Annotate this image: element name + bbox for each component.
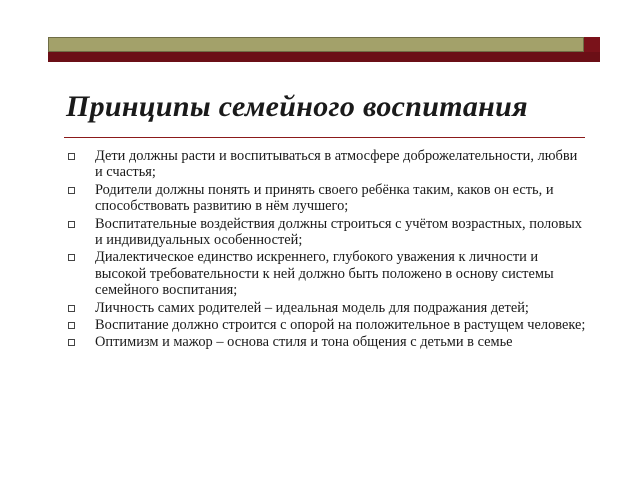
square-bullet-icon xyxy=(68,339,75,346)
bullet-item xyxy=(66,317,586,333)
bullet-item xyxy=(66,249,586,298)
square-bullet-icon xyxy=(68,187,75,194)
square-bullet-icon xyxy=(68,153,75,160)
square-bullet-icon xyxy=(68,221,75,228)
square-bullet-icon xyxy=(68,322,75,329)
bullet-item xyxy=(66,334,586,350)
slide-title: Принципы семейного воспитания xyxy=(66,90,528,123)
square-bullet-icon xyxy=(68,305,75,312)
bullet-item xyxy=(66,182,586,215)
bullet-list xyxy=(66,148,586,352)
bullet-text: Дети должны расти и воспитываться в атмосфере доброжелательности, любви и счастья; xyxy=(95,148,578,181)
bullet-text: Личность самих родителей – идеальная модель для подражания детей; xyxy=(95,299,529,316)
maroon-square xyxy=(584,37,600,52)
square-bullet-icon xyxy=(68,254,75,261)
bullet-item xyxy=(66,300,586,316)
bullet-text: Родители должны понять и принять своего ребёнка таким, каков он есть, и способствовать развитию в нём лучшего; xyxy=(95,181,554,215)
bullet-text: Оптимизм и мажор – основа стиля и тона общения с детьми в семье xyxy=(95,334,513,351)
decorative-header-bar xyxy=(48,37,600,65)
maroon-stripe xyxy=(48,52,600,62)
title-underline xyxy=(64,137,585,138)
bullet-text: Воспитательные воздействия должны строиться с учётом возрастных, половых и индивидуальных особенностей; xyxy=(95,215,582,249)
olive-stripe xyxy=(48,37,584,52)
bullet-item xyxy=(66,216,586,249)
bullet-item xyxy=(66,148,586,181)
bullet-text: Диалектическое единство искреннего, глубокого уважения к личности и высокой требовательности к ней должно быть положено в основу системы семейного воспитания; xyxy=(95,249,554,299)
bullet-text: Воспитание должно строится с опорой на положительное в растущем человеке; xyxy=(95,317,586,334)
